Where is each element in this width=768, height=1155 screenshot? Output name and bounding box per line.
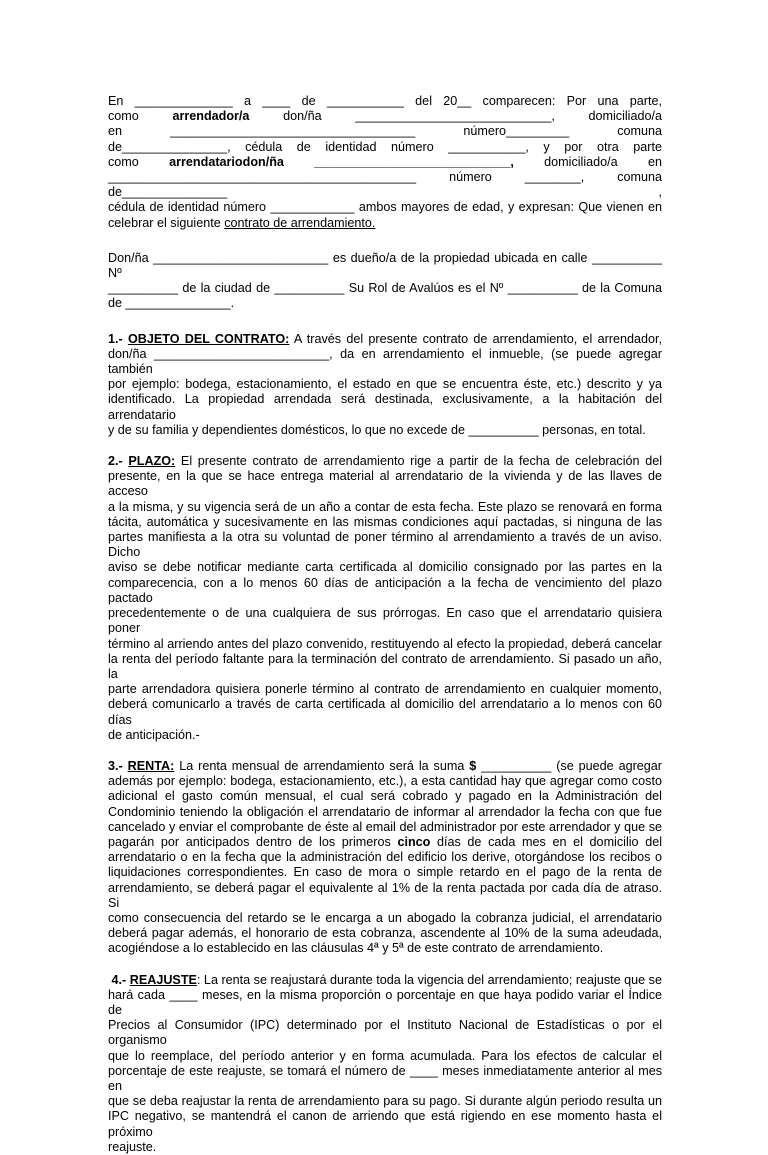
clause-line: identificado. La propiedad arrendada será destinada, exclusivamente, a la habitación del arrendatario — [108, 392, 662, 422]
clause-line: 2.- PLAZO: El presente contrato de arrendamiento rige a partir de la fecha de celebración del — [108, 454, 663, 469]
arrendador-label: arrendador/a — [172, 109, 250, 124]
clause-title: REAJUSTE — [129, 972, 197, 987]
clause-line: reajuste. — [108, 1139, 157, 1154]
clause-line: liquidaciones correspondientes. En caso de mora o simple retardo en el pago de la renta de — [108, 865, 662, 880]
intro-line: en ___________________________________ número_________ comuna — [108, 124, 662, 139]
clause-title: PLAZO: — [128, 454, 176, 469]
clause-line: la renta del período faltante para la terminación del contrato de arrendamiento. Si pasado un año, la — [108, 651, 662, 681]
clause-renta — [108, 759, 662, 957]
contract-title-link: contrato de arrendamiento. — [224, 215, 376, 230]
clause-line: hará cada ____ meses, en la misma proporción o porcentaje en que haya podido variar el Índice de — [108, 987, 662, 1017]
clause-line: 4.- REAJUSTE: La renta se reajustará durante toda la vigencia del arrendamiento; reajuste que se — [108, 972, 662, 987]
clause-line: a la misma, y su vigencia será de un año a contar de esta fecha. Este plazo se renovará en forma — [108, 499, 662, 514]
clause-line: deberá pagar además, el honorario de esta cobranza, ascendente al 10% de la suma adeudada, — [108, 926, 662, 941]
clause-line: precedentemente o de una cualquiera de sus prórrogas. En caso que el arrendatario quisiera poner — [108, 606, 662, 636]
owner-line: __________ de la ciudad de __________ Su Rol de Avalúos es el Nº __________ de la Comuna — [108, 281, 662, 296]
clause-line: pagarán por anticipados dentro de los primeros cinco días de cada mes en el domicilio del — [108, 834, 662, 849]
intro-line: como arrendador/a don/ña ____________________________, domiciliado/a — [108, 109, 662, 124]
clause-line: adicional el gasto común mensual, el cual será cobrado y pagado en la Administración del — [108, 789, 662, 804]
clause-line: deberá comunicarlo a través de carta certificada al domicilio del arrendatario a lo menos con 60 días — [108, 697, 662, 727]
clause-plazo — [108, 454, 662, 743]
cinco-emphasis: cinco — [397, 834, 431, 849]
lease-contract — [108, 94, 662, 1155]
clause-reajuste — [108, 973, 662, 1155]
intro-line: ____________________________________________ número ________, comuna de_______________ , — [108, 170, 662, 200]
clause-line: Condominio teniendo la obligación el arrendatario de informar al arrendador la fecha con que fue — [108, 804, 662, 819]
clause-line: acogiéndose a lo establecido en las cláusulas 4ª y 5ª de este contrato de arrendamiento. — [108, 941, 604, 956]
clause-line: comparecencia, con a lo menos 60 días de anticipación a la fecha de vencimiento del plazo pactado — [108, 575, 662, 605]
intro-paragraph — [108, 94, 662, 231]
clause-line: presente, en la que se hace entrega material al arrendatario de la vivienda y de las llaves de acceso — [108, 469, 662, 499]
clause-line: arrendamiento, se deberá pagar el equivalente al 1% de la renta pactada por cada día de atraso. Si — [108, 880, 662, 910]
clause-line: término al arriendo antes del plazo convenido, restituyendo al efecto la propiedad, deberá cancelar — [108, 636, 662, 651]
clause-line: IPC negativo, se mantendrá el canon de arriendo que está rigiendo en ese momento hasta el próximo — [108, 1109, 662, 1139]
clause-line: aviso se debe notificar mediante carta certificada al domicilio consignado por las partes en la — [108, 560, 662, 575]
intro-line: cédula de identidad número ____________ ambos mayores de edad, y expresan: Que vienen en — [108, 200, 662, 215]
intro-line: de_______________, cédula de identidad número ___________, y por otra parte — [108, 139, 662, 154]
clause-line: por ejemplo: bodega, estacionamiento, el estado en que se encuentra éste, etc.) descrito y ya — [108, 377, 662, 392]
intro-line: celebrar el siguiente contrato de arrendamiento. — [108, 215, 376, 230]
clause-line: arrendatario o en la fecha que la administración del edificio los derive, otorgándose los recibos o — [108, 850, 662, 865]
clause-line: porcentaje de este reajuste, se tomará el número de ____ meses inmediatamente anterior al mes en — [108, 1063, 662, 1093]
clause-line: que se deba reajustar la renta de arrendamiento para su pago. Si durante algún periodo resulta un — [108, 1094, 662, 1109]
clause-line: y de su familia y dependientes domésticos, lo que no excede de __________ personas, en total. — [108, 422, 646, 437]
clause-line: de anticipación.- — [108, 727, 200, 742]
clause-line: parte arrendadora quisiera ponerle término al contrato de arrendamiento en cualquier momento, — [108, 682, 662, 697]
clause-line: partes manifiesta a la otra su voluntad de poner término al arrendamiento a través de un aviso. Dicho — [108, 530, 662, 560]
clause-line: que lo reemplace, del período anterior y en forma acumulada. Para los efectos de calcular el — [108, 1048, 662, 1063]
clause-title: RENTA: — [127, 758, 175, 773]
clause-line: cancelado y enviar el comprobante de éste al email del administrador por este arrendador y que se — [108, 819, 662, 834]
intro-line: como arrendatariodon/ña ____________________________, domiciliado/a en — [108, 154, 663, 169]
clause-line: además por ejemplo: bodega, estacionamiento, etc.), a esta cantidad hay que agregar como costo — [108, 774, 662, 789]
clause-line: como consecuencia del retardo se le encarga a un abogado la cobranza judicial, el arrendatario — [108, 910, 662, 925]
intro-line: En ______________ a ____ de ___________ del 20__ comparecen: Por una parte, — [108, 94, 662, 108]
clause-title: OBJETO DEL CONTRATO: — [127, 331, 290, 346]
owner-line: de _______________. — [108, 296, 235, 311]
clause-line: don/ña _________________________, da en arrendamiento el inmueble, (se puede agregar también — [108, 346, 662, 377]
owner-paragraph — [108, 251, 662, 312]
clause-line: 1.- OBJETO DEL CONTRATO: A través del presente contrato de arrendamiento, el arrendador, — [108, 331, 662, 346]
currency-symbol: $ — [469, 758, 477, 773]
owner-line: Don/ña _________________________ es dueño/a de la propiedad ubicada en calle __________ Nº — [108, 250, 662, 281]
clause-line: Precios al Consumidor (IPC) determinado por el Instituto Nacional de Estadísticas o por el organismo — [108, 1018, 662, 1048]
clause-line: 3.- RENTA: La renta mensual de arrendamiento será la suma $ __________ (se puede agregar — [108, 758, 662, 773]
clause-line: tácita, automática y sucesivamente en las mismas condiciones aquí pactadas, si ninguna de las — [108, 514, 662, 529]
clause-objeto — [108, 332, 662, 438]
arrendatario-label: arrendatario — [169, 154, 243, 169]
